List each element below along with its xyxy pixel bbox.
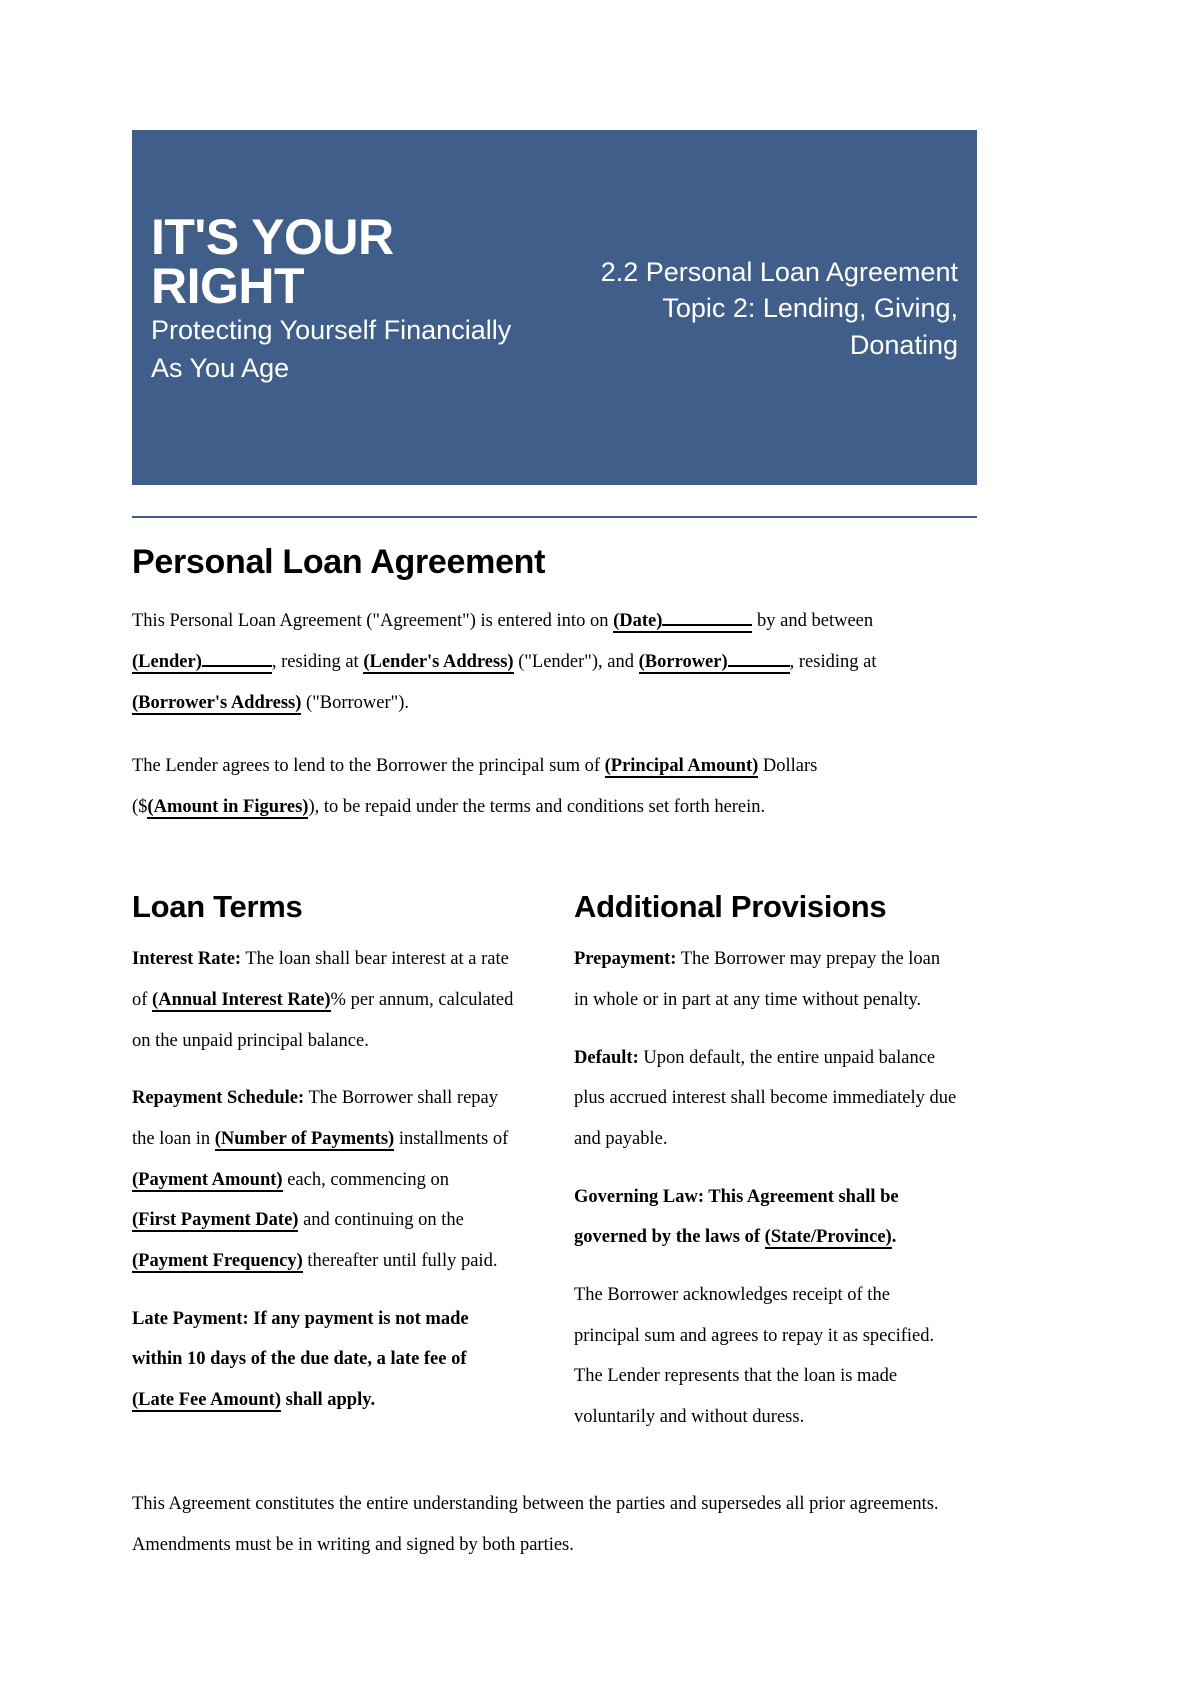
header-divider [132,516,977,518]
repayment-text-1: The Borrower shall repay the loan in [132,1088,498,1150]
interest-rate-label: Interest Rate: [132,949,242,970]
prepayment-label: Prepayment: [574,949,677,970]
field-late-fee-amount: (Late Fee Amount) [132,1390,281,1411]
field-borrower-address: (Borrower's Address) [132,692,302,713]
intro-paragraph-parties [132,601,977,724]
intro-text-4: ("Lender"), and [513,651,639,672]
field-first-payment-date: (First Payment Date) [132,1210,299,1231]
governing-law-text-1: Governing Law: This Agreement shall be governed by the laws of [574,1186,899,1248]
field-amount-in-figures: (Amount in Figures) [147,797,309,818]
page-title: Personal Loan Agreement [132,543,546,581]
brand-title-line2: RIGHT [151,258,305,314]
title-banner [132,130,977,485]
governing-law-paragraph [574,1177,958,1258]
late-payment-paragraph [132,1299,516,1421]
loan-terms-column [132,888,516,1438]
intro-text-6: ("Borrower"). [301,692,409,713]
field-lender: (Lender) [132,652,272,674]
brand-title-line1: IT'S YOUR [151,209,394,265]
field-number-of-payments: (Number of Payments) [214,1129,395,1150]
additional-provisions-heading: Additional Provisions [574,889,887,925]
intro-text-5: , residing at [789,651,877,672]
closing-paragraph: This Agreement constitutes the entire understanding between the parties and supersedes all prior agreements. Amendments must be in writing and signed by both parties. [132,1493,939,1555]
repayment-text-3: each, commencing on [282,1169,449,1190]
intro-text-3: , residing at [271,651,364,672]
field-lender-address: (Lender's Address) [363,651,514,672]
banner-topic-block [538,254,958,363]
default-label: Default: [574,1047,639,1068]
banner-section-number: 2.2 Personal Loan Agreement [600,257,958,287]
prepayment-paragraph [574,939,958,1020]
default-text: Upon default, the entire unpaid balance plus accrued interest shall become immediately due and payable. [574,1047,957,1150]
repayment-text-4: and continuing on the [298,1210,464,1231]
governing-law-text-2: . [891,1227,897,1248]
brand-subtitle-line1: Protecting Yourself Financially [151,315,512,345]
repayment-schedule-paragraph [132,1078,516,1281]
default-paragraph [574,1038,958,1160]
page-content [132,0,977,1584]
field-payment-amount: (Payment Amount) [132,1169,283,1190]
intro-paragraph-principal [132,746,977,828]
late-payment-text-2: shall apply. [281,1390,376,1411]
repayment-text-5: thereafter until fully paid. [302,1251,498,1272]
intro-text-1: This Personal Loan Agreement ("Agreement") is entered into on [132,610,614,631]
field-date: (Date) [613,611,752,633]
acknowledgement-paragraph: The Borrower acknowledges receipt of the principal sum and agrees to repay it as specified. The Lender represents that the loan is made voluntarily and without duress. [574,1285,935,1428]
field-payment-frequency: (Payment Frequency) [132,1251,303,1272]
repayment-schedule-label: Repayment Schedule: [132,1088,305,1109]
late-payment-text-1: Late Payment: If any payment is not made within 10 days of the due date, a late fee of [132,1308,469,1370]
principal-text-2: Dollars ($ [132,755,818,818]
additional-provisions-column [574,888,958,1438]
repayment-text-2: installments of [394,1129,509,1150]
prepayment-text: The Borrower may prepay the loan in whole or in part at any time without penalty. [574,949,941,1010]
loan-terms-heading: Loan Terms [132,889,303,925]
field-annual-interest-rate: (Annual Interest Rate) [152,989,331,1010]
banner-topic-line1: Topic 2: Lending, Giving, [662,293,958,324]
field-borrower: (Borrower) [639,652,790,674]
principal-text-1: The Lender agrees to lend to the Borrower the principal sum of [132,755,605,776]
field-state-province: (State/Province) [764,1227,892,1248]
field-principal-amount: (Principal Amount) [604,755,759,776]
interest-rate-text-2: % per annum, calculated on the unpaid principal balance. [132,989,514,1051]
principal-text-3: ), to be repaid under the terms and conditions set forth herein. [308,797,766,818]
terms-columns [132,888,977,1438]
interest-rate-paragraph [132,939,516,1061]
intro-text-2: by and between [752,610,874,631]
interest-rate-text-1: The loan shall bear interest at a rate of [132,949,509,1010]
brand-subtitle-line2: As You Age [151,352,290,383]
banner-topic-line2: Donating [849,329,958,360]
brand-block [151,209,581,386]
